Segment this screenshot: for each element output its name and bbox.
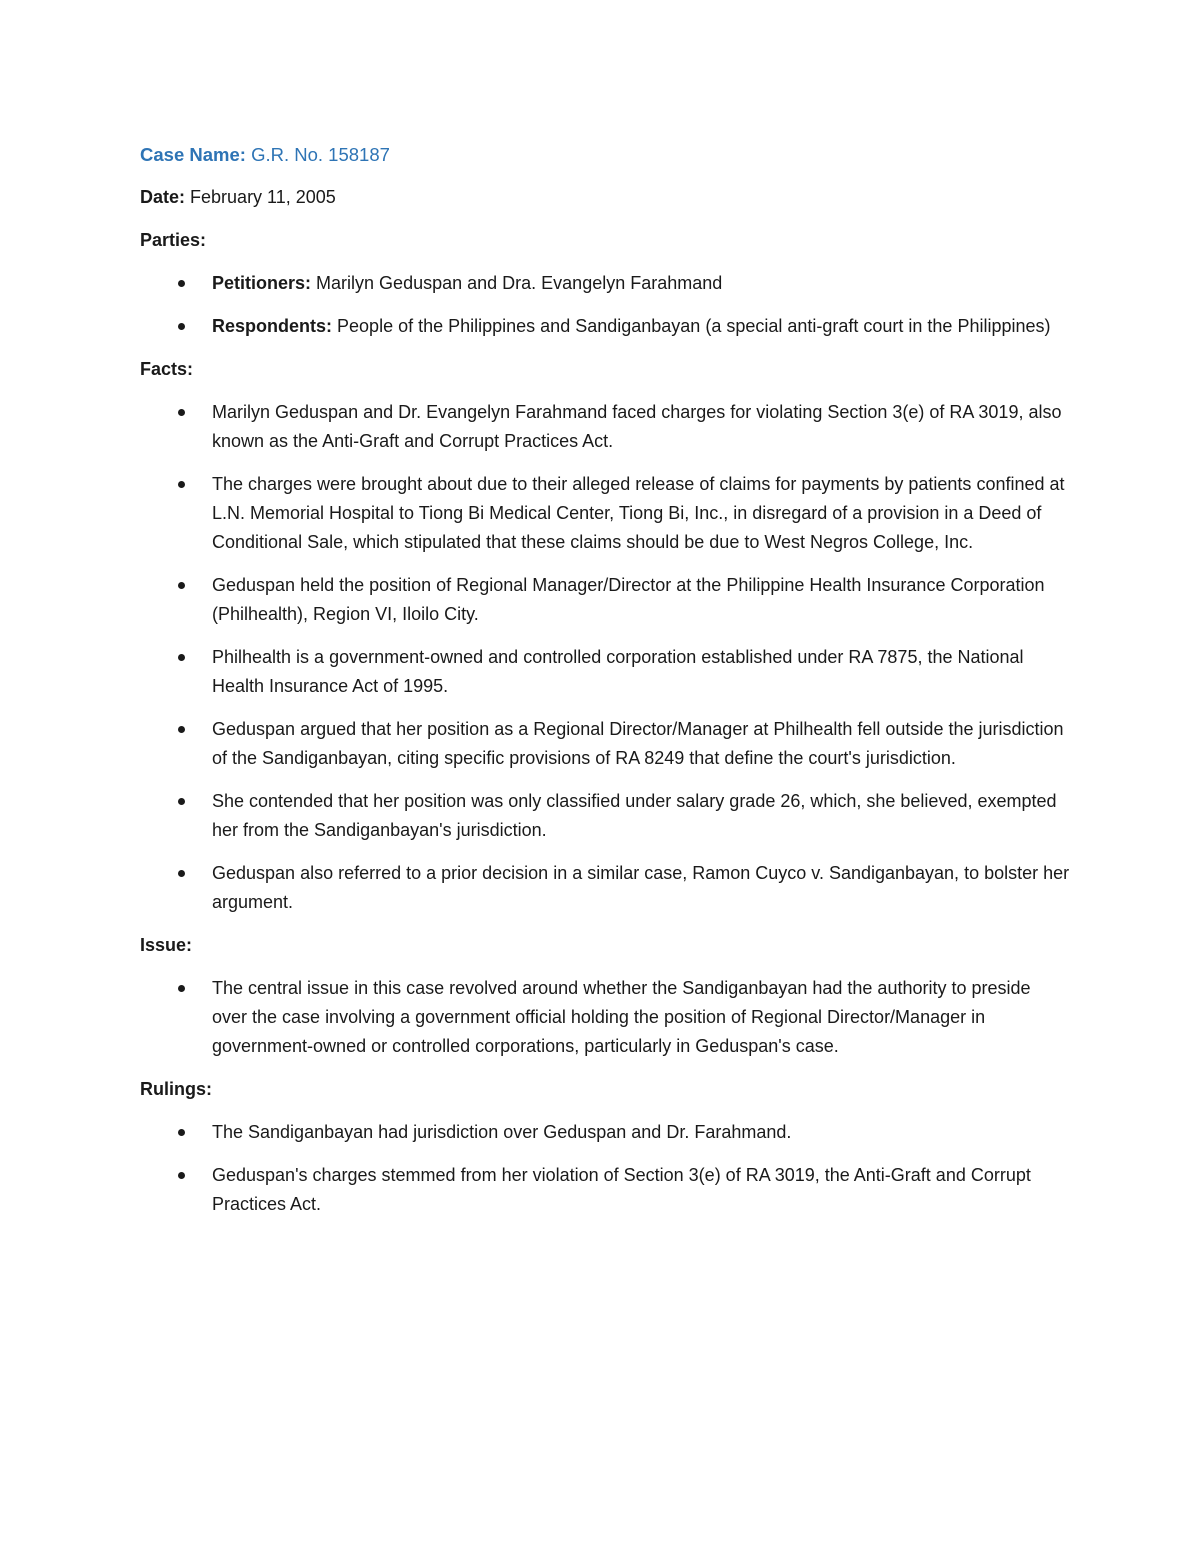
bullet-icon	[178, 654, 185, 661]
fact-text: Philhealth is a government-owned and controlled corporation established under RA 7875, the National Health Insurance Act of 1995.	[212, 647, 1024, 696]
bullet-icon	[178, 798, 185, 805]
bullet-icon	[178, 280, 185, 287]
list-item	[140, 643, 1070, 701]
list-item	[140, 312, 1070, 341]
bullet-icon	[178, 582, 185, 589]
bullet-icon	[178, 481, 185, 488]
list-item	[140, 1118, 1070, 1147]
fact-text: Geduspan also referred to a prior decision in a similar case, Ramon Cuyco v. Sandiganbayan, to bolster her argument.	[212, 863, 1070, 912]
list-item	[140, 715, 1070, 773]
list-item	[140, 398, 1070, 456]
parties-heading: Parties:	[140, 230, 207, 250]
list-item	[140, 269, 1070, 298]
fact-text: Marilyn Geduspan and Dr. Evangelyn Farahmand faced charges for violating Section 3(e) of RA 3019, also known as the Anti-Graft and Corrupt Practices Act.	[212, 402, 1062, 451]
list-item	[140, 1161, 1070, 1219]
issue-text: The central issue in this case revolved around whether the Sandiganbayan had the authority to preside over the case involving a government official holding the position of Regional Director/Manager in government-owned or controlled corporations, particularly in Geduspan's case.	[212, 978, 1031, 1056]
date-value: February 11, 2005	[190, 187, 336, 207]
case-name-value: G.R. No. 158187	[251, 144, 390, 165]
parties-list	[140, 269, 1070, 341]
ruling-text: The Sandiganbayan had jurisdiction over Geduspan and Dr. Farahmand.	[212, 1122, 792, 1142]
issue-heading: Issue:	[140, 935, 193, 955]
fact-text: Geduspan argued that her position as a Regional Director/Manager at Philhealth fell outside the jurisdiction of the Sandiganbayan, citing specific provisions of RA 8249 that define the court's jurisdiction.	[212, 719, 1064, 768]
case-name-label: Case Name:	[140, 144, 246, 165]
petitioners-label: Petitioners:	[212, 273, 312, 293]
case-name-line	[140, 140, 1070, 169]
facts-list	[140, 398, 1070, 917]
facts-heading: Facts:	[140, 359, 194, 379]
fact-text: Geduspan held the position of Regional Manager/Director at the Philippine Health Insurance Corporation (Philhealth), Region VI, Iloilo City.	[212, 575, 1045, 624]
respondents-label: Respondents:	[212, 316, 333, 336]
document-body	[140, 140, 1070, 1233]
bullet-icon	[178, 1129, 185, 1136]
list-item	[140, 787, 1070, 845]
bullet-icon	[178, 726, 185, 733]
rulings-list	[140, 1118, 1070, 1219]
ruling-text: Geduspan's charges stemmed from her violation of Section 3(e) of RA 3019, the Anti-Graft and Corrupt Practices Act.	[212, 1165, 1031, 1214]
bullet-icon	[178, 1172, 185, 1179]
list-item	[140, 859, 1070, 917]
date-label: Date:	[140, 187, 186, 207]
respondents-text: People of the Philippines and Sandiganbayan (a special anti-graft court in the Philippines)	[337, 316, 1051, 336]
date-line	[140, 183, 1070, 212]
bullet-icon	[178, 985, 185, 992]
bullet-icon	[178, 409, 185, 416]
rulings-heading: Rulings:	[140, 1079, 212, 1099]
bullet-icon	[178, 870, 185, 877]
issue-list	[140, 974, 1070, 1061]
list-item	[140, 974, 1070, 1061]
bullet-icon	[178, 323, 185, 330]
list-item	[140, 470, 1070, 557]
list-item	[140, 571, 1070, 629]
fact-text: She contended that her position was only classified under salary grade 26, which, she believed, exempted her from the Sandiganbayan's jurisdiction.	[212, 791, 1057, 840]
petitioners-text: Marilyn Geduspan and Dra. Evangelyn Farahmand	[316, 273, 723, 293]
fact-text: The charges were brought about due to their alleged release of claims for payments by patients confined at L.N. Memorial Hospital to Tiong Bi Medical Center, Tiong Bi, Inc., in disregard of a provision in a Deed of Conditional Sale, which stipulated that these claims should be due to West Negros College, Inc.	[212, 474, 1065, 552]
